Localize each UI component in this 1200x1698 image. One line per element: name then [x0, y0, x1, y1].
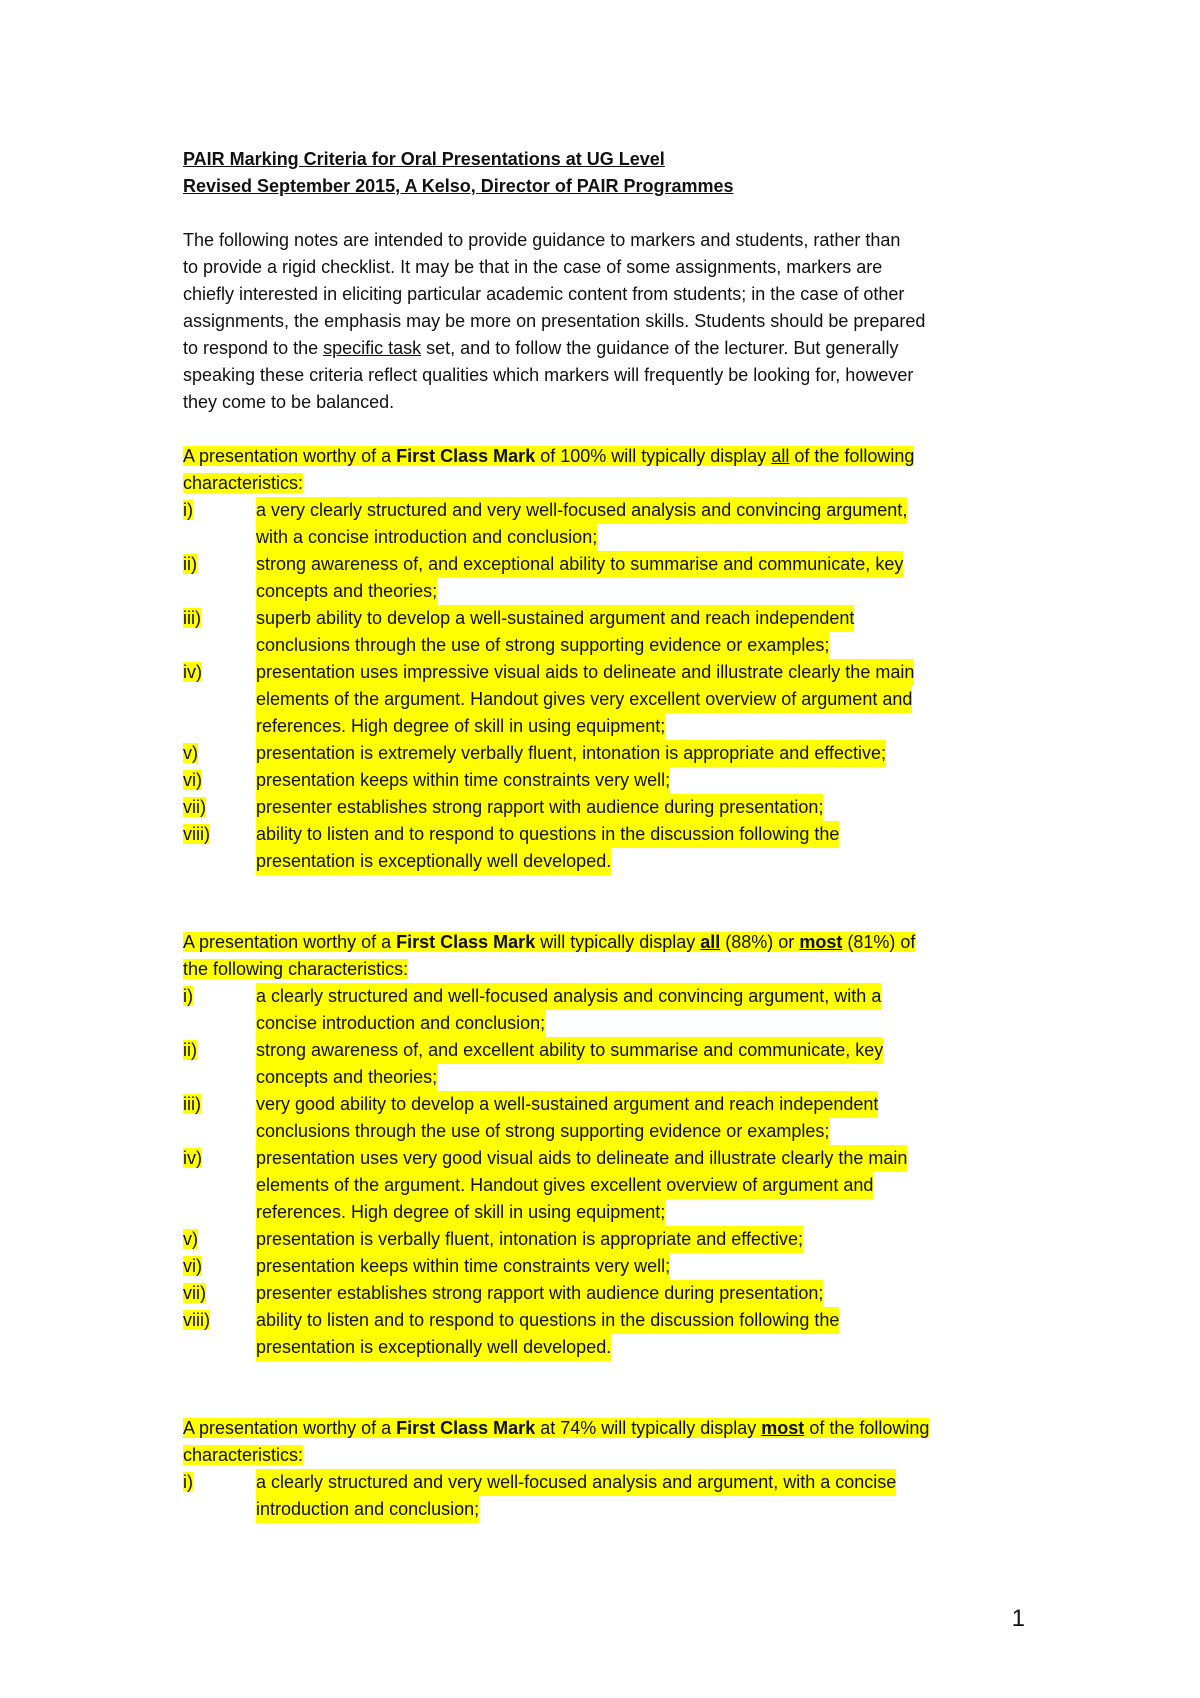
intro-line: to respond to the specific task set, and to follow the guidance of the lecturer. But generally [183, 338, 899, 358]
criterion-item: iv) presentation uses impressive visual aids to delineate and illustrate clearly the main [183, 659, 1043, 686]
criterion-item: i) a clearly structured and well-focused analysis and convincing argument, with a [183, 983, 1043, 1010]
criterion-item: vii) presenter establishes strong rapport with audience during presentation; [183, 1280, 1043, 1307]
criterion-item: vi) presentation keeps within time constraints very well; [183, 767, 1043, 794]
document-body [183, 146, 1043, 1523]
intro-line: chiefly interested in eliciting particular academic content from students; in the case of other [183, 284, 905, 304]
specific-task-emphasis: specific task [323, 338, 422, 358]
intro-line: assignments, the emphasis may be more on presentation skills. Students should be prepared [183, 311, 926, 331]
document-subtitle: Revised September 2015, A Kelso, Director of PAIR Programmes [183, 176, 734, 196]
document-title: PAIR Marking Criteria for Oral Presentations at UG Level [183, 149, 665, 169]
intro-paragraph [183, 227, 1043, 416]
criterion-item: iii) superb ability to develop a well-sustained argument and reach independent [183, 605, 1043, 632]
intro-line: The following notes are intended to provide guidance to markers and students, rather than [183, 230, 901, 250]
criterion-item: vii) presenter establishes strong rapport with audience during presentation; [183, 794, 1043, 821]
criteria-section-88-81: A presentation worthy of a First Class Mark will typically display all (88%) or most (81%) of the following characteristics: i) a clearly structured and well-focused analysis and convincing argument, with a concise introduction and conclusion; ii) strong awareness of, and excellent ability to summarise and communicate, key concepts and theories; iii) very good ability to develop a well-sustained argument and reach independent conclusions through the use of strong supporting evidence or examples; iv) presentation uses very good visual aids to delineate and illustrate clearly the main elements of the argument. Handout gives excellent overview of argument and references. High degree of skill in using equipment; v) presentation is verbally fluent, intonation is appropriate and effective; vi) presentation keeps within time constraints very well; vii) presenter establishes strong rapport with audience during presentation; viii) ability to listen and to respond to questions in the discussion following the presentation is exceptionally well developed. [183, 929, 1043, 1361]
page-number: 1 [1011, 1605, 1025, 1632]
criterion-item: v) presentation is verbally fluent, intonation is appropriate and effective; [183, 1226, 1043, 1253]
criterion-item: i) a very clearly structured and very well-focused analysis and convincing argument, [183, 497, 1043, 524]
criterion-item: ii) strong awareness of, and exceptional ability to summarise and communicate, key [183, 551, 1043, 578]
section-heading-cont: characteristics: [183, 1445, 304, 1465]
criterion-item: vi) presentation keeps within time constraints very well; [183, 1253, 1043, 1280]
criterion-item: viii) ability to listen and to respond to questions in the discussion following the [183, 1307, 1043, 1334]
intro-line: they come to be balanced. [183, 392, 395, 412]
section-heading-cont: the following characteristics: [183, 959, 409, 979]
criterion-item: iv) presentation uses very good visual aids to delineate and illustrate clearly the main [183, 1145, 1043, 1172]
criterion-item: viii) ability to listen and to respond to questions in the discussion following the [183, 821, 1043, 848]
section-heading: A presentation worthy of a First Class Mark at 74% will typically display most of the following [183, 1418, 930, 1438]
intro-line: speaking these criteria reflect qualities which markers will frequently be looking for, however [183, 365, 914, 385]
section-heading-cont: characteristics: [183, 473, 304, 493]
criterion-item: i) a clearly structured and very well-focused analysis and argument, with a concise [183, 1469, 1043, 1496]
criterion-item: iii) very good ability to develop a well-sustained argument and reach independent [183, 1091, 1043, 1118]
section-heading: A presentation worthy of a First Class Mark of 100% will typically display all of the following [183, 446, 915, 466]
criteria-section-74: A presentation worthy of a First Class Mark at 74% will typically display most of the following characteristics: i) a clearly structured and very well-focused analysis and argument, with a concise introduction and conclusion; [183, 1415, 1043, 1523]
criterion-item: ii) strong awareness of, and excellent ability to summarise and communicate, key [183, 1037, 1043, 1064]
section-heading: A presentation worthy of a First Class Mark will typically display all (88%) or most (81%) of [183, 932, 916, 952]
criterion-item: v) presentation is extremely verbally fluent, intonation is appropriate and effective; [183, 740, 1043, 767]
intro-line: to provide a rigid checklist. It may be that in the case of some assignments, markers are [183, 257, 883, 277]
criteria-section-100: A presentation worthy of a First Class Mark of 100% will typically display all of the following characteristics: i) a very clearly structured and very well-focused analysis and convincing argument, with a concise introduction and conclusion; ii) strong awareness of, and exceptional ability to summarise and communicate, key concepts and theories; iii) superb ability to develop a well-sustained argument and reach independent conclusions through the use of strong supporting evidence or examples; iv) presentation uses impressive visual aids to delineate and illustrate clearly the main elements of the argument. Handout gives very excellent overview of argument and references. High degree of skill in using equipment; v) presentation is extremely verbally fluent, intonation is appropriate and effective; vi) presentation keeps within time constraints very well; vii) presenter establishes strong rapport with audience during presentation; viii) ability to listen and to respond to questions in the discussion following the presentation is exceptionally well developed. [183, 443, 1043, 875]
